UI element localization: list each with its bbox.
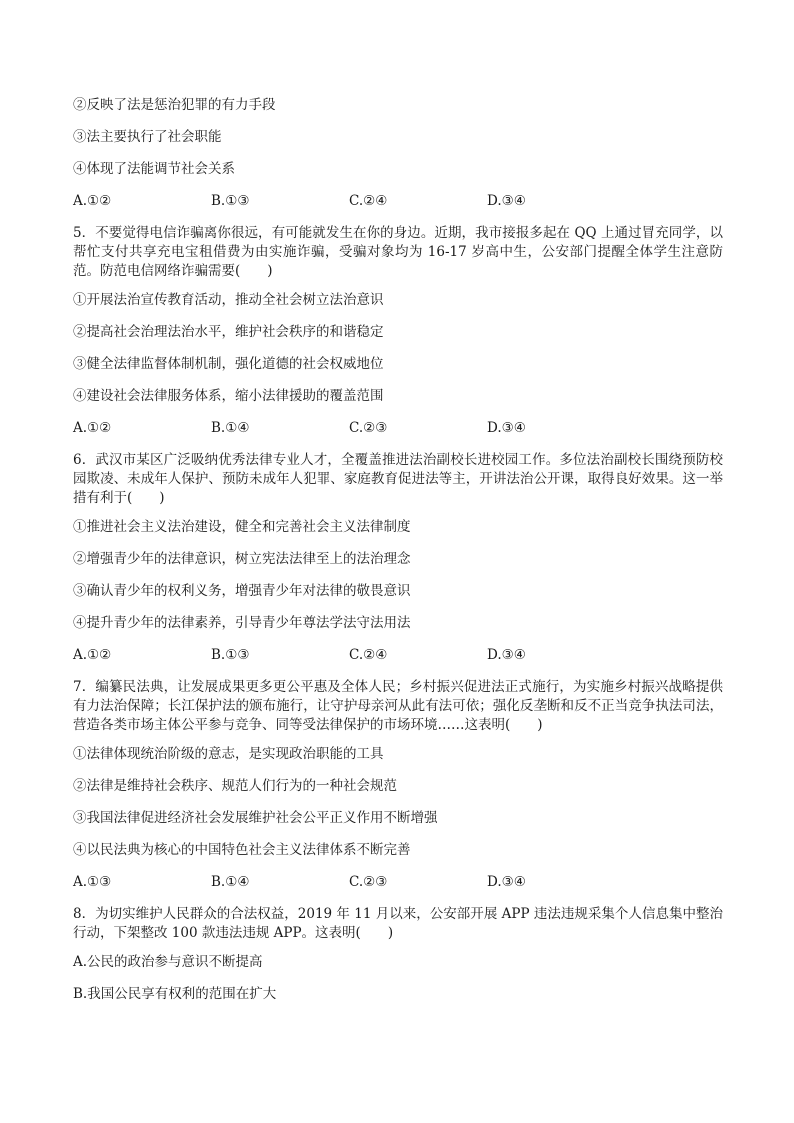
choice-b: B.①④ (211, 874, 250, 890)
statement: ③法主要执行了社会职能 (73, 129, 222, 145)
question-stem: 7．编纂民法典，让发展成果更多更公平惠及全体人民；乡村振兴促进法正式施行，为实施乡村振兴战略提供有力法治保障；长江保护法的颁布施行，让守护母亲河从此有法可依；强化反垄断和反不正当竞争执法司法，营造各类市场主体公平参与竞争、同等受法律保护的市场环境……这表明( ) (73, 679, 723, 733)
option-a: A.公民的政治参与意识不断提高 (73, 954, 263, 970)
statement: ④以民法典为核心的中国特色社会主义法律体系不断完善 (73, 842, 411, 858)
statement: ④体现了法能调节社会关系 (73, 161, 235, 177)
choice-d: D.③④ (487, 193, 526, 209)
statement: ①法律体现统治阶级的意志，是实现政治职能的工具 (73, 746, 384, 762)
choice-row (73, 192, 723, 211)
choice-c: C.②③ (349, 874, 388, 890)
statement: ③我国法律促进经济社会发展维护社会公平正义作用不断增强 (73, 810, 438, 826)
choice-b: B.①③ (211, 647, 250, 663)
choice-a: A.①② (73, 193, 112, 209)
question-stem: 6．武汉市某区广泛吸纳优秀法律专业人才，全覆盖推进法治副校长进校园工作。多位法治副校长围绕预防校园欺凌、未成年人保护、预防未成年人犯罪、家庭教育促进法等主，开讲法治公开课，取得良好效果。这一举措有利于( ) (73, 452, 723, 506)
choice-c: C.②③ (349, 420, 388, 436)
statement: ③健全法律监督体制机制，强化道德的社会权威地位 (73, 356, 384, 372)
choice-c: C.②④ (349, 647, 388, 663)
statement: ②反映了法是惩治犯罪的有力手段 (73, 97, 276, 113)
choice-d: D.③④ (487, 874, 526, 890)
choice-a: A.①③ (73, 874, 112, 890)
statement: ②法律是维持社会秩序、规范人们行为的一种社会规范 (73, 778, 397, 794)
choice-row (73, 419, 723, 438)
question-7 (73, 678, 723, 892)
choice-a: A.①② (73, 647, 112, 663)
statement: ③确认青少年的权利义务，增强青少年对法律的敬畏意识 (73, 583, 411, 599)
choice-b: B.①③ (211, 193, 250, 209)
choice-row (73, 646, 723, 665)
statement: ④提升青少年的法律素养，引导青少年尊法学法守法用法 (73, 615, 411, 631)
question-5 (73, 224, 723, 438)
statement: ②增强青少年的法律意识，树立宪法法律至上的法治理念 (73, 551, 411, 567)
statement: ①开展法治宣传教育活动，推动全社会树立法治意识 (73, 292, 384, 308)
choice-b: B.①④ (211, 420, 250, 436)
statement: ④建设社会法律服务体系，缩小法律援助的覆盖范围 (73, 388, 384, 404)
choice-d: D.③④ (487, 420, 526, 436)
choice-d: D.③④ (487, 647, 526, 663)
question-stem: 5．不要觉得电信诈骗离你很远，有可能就发生在你的身边。近期，我市接报多起在 QQ 上通过冒充同学，以帮忙支付共享充电宝租借费为由实施诈骗，受骗对象均为 16-17 岁高中生，公安部门提醒全体学生注意防范。防范电信网络诈骗需要( ) (73, 225, 723, 279)
choice-c: C.②④ (349, 193, 388, 209)
option-b: B.我国公民享有权利的范围在扩大 (73, 986, 277, 1002)
question-8 (73, 905, 723, 1004)
statement: ②提高社会治理法治水平，维护社会秩序的和谐稳定 (73, 324, 384, 340)
question-stem: 8．为切实维护人民群众的合法权益，2019 年 11 月以来，公安部开展 APP 违法违规采集个人信息集中整治行动，下架整改 100 款违法违规 APP。这表明( ) (73, 906, 723, 941)
question-4-tail (73, 96, 723, 211)
choice-a: A.①② (73, 420, 112, 436)
statement: ①推进社会主义法治建设，健全和完善社会主义法律制度 (73, 519, 411, 535)
exam-page (73, 96, 723, 1017)
choice-row (73, 873, 723, 892)
question-6 (73, 451, 723, 665)
